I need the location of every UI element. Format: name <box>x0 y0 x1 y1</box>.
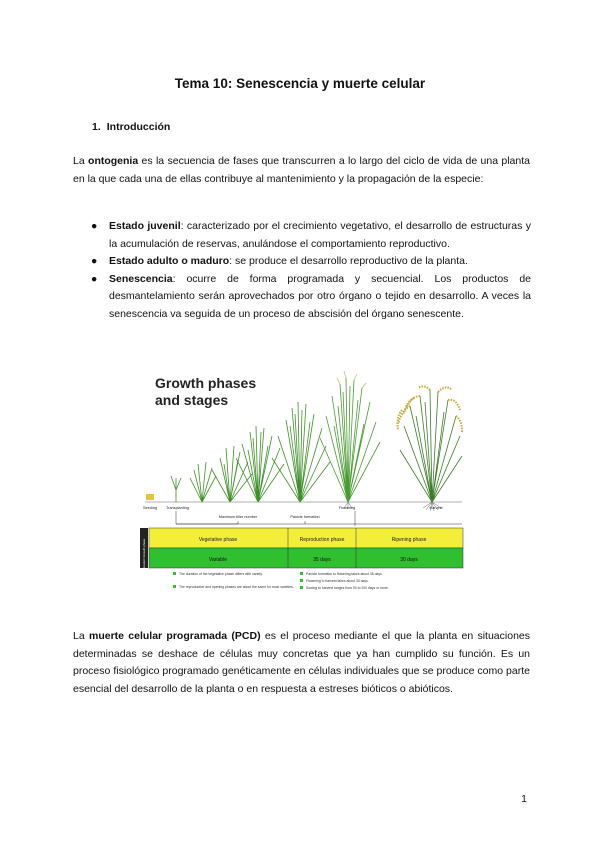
bullet-term: Senescencia <box>109 272 173 285</box>
phase-ripening: Ripening phase <box>391 537 427 543</box>
list-item <box>91 271 531 324</box>
stage-label-max-tiller: Maximum tiller number <box>218 515 258 519</box>
stage-label-seeding: Seeding <box>143 506 157 510</box>
bullet-icon: ● <box>91 272 98 285</box>
section-number: 1. <box>92 121 101 133</box>
duration-vegetative: Variable <box>209 557 227 563</box>
note-left-1: The duration of the vegetative phase differs with variety. <box>179 572 263 576</box>
stage-label-panicle: Panicle formation <box>290 515 320 519</box>
pcd-pre: La <box>73 630 89 642</box>
page-number: 1 <box>521 793 527 805</box>
bullet-text: : ocurre de forma programada y secuencial. Los productos de desmantelamiento serán aprovechados por otro órgano o tejido en desarrollo. A veces la senescencia va seguida de un proceso de abscisión del órgano senescente. <box>109 272 531 320</box>
max-tiller-plant-icon <box>236 426 284 502</box>
bullet-text: : caracterizado por el crecimiento vegetativo, el desarrollo de estructuras y la acumulación de reservas, anulándose el comportamiento reproductivo. <box>109 220 531 250</box>
phase-reproduction: Reproduction phase <box>299 537 345 543</box>
intro-post: es la secuencia de fases que transcurren a lo largo del ciclo de vida de una planta en la que cada una de ellas contribuye al mantenimiento y la propagación de la especie: <box>73 155 530 185</box>
list-item <box>91 218 531 253</box>
young-plant-icon <box>190 462 216 502</box>
phase-vegetative: Vegetative phase <box>198 537 238 543</box>
row-label-duration: Duration <box>142 558 146 570</box>
roots-icon <box>344 502 441 511</box>
stage-label-flowering: Flowering <box>338 506 356 510</box>
flowering-plant-icon <box>320 371 380 502</box>
bullet-term: Estado adulto o maduro <box>109 255 230 267</box>
intro-paragraph <box>73 153 530 188</box>
note-left-2: The reproductive and ripening phases are about the same for most varieties. <box>179 585 294 589</box>
row-label-growth: Growth phase <box>142 538 146 558</box>
seedling-plant-icon <box>171 476 181 502</box>
duration-reproduction: 35 days <box>313 557 331 563</box>
note-right-2: Flowering to harvest takes about 30 days. <box>306 579 369 583</box>
list-item <box>91 253 531 271</box>
page-title: Tema 10: Senescencia y muerte celular <box>174 76 426 91</box>
intro-term: ontogenia <box>88 155 139 167</box>
duration-ripening: 30 days <box>400 557 418 563</box>
bullet-text: : se produce el desarrollo reproductivo de la planta. <box>229 255 468 267</box>
tillering-plant-icon <box>212 446 252 502</box>
stage-label-transplanting: Transplanting <box>166 506 189 510</box>
bullet-icon: ● <box>91 255 98 267</box>
note-right-3: Sowing to harvest ranges from 90 to 200 days or more. <box>306 586 389 590</box>
harvest-plant-icon <box>398 386 463 502</box>
pcd-post: es el proceso mediante el que la planta en situaciones determinadas se deshace de células muy concretas que ya han cumplido su función. Es un proceso fisiológico programado genéticamente en células individuales que se produce como parte esencial del desarrollo de la planta o en respuesta a estreses bióticos o abióticos. <box>73 630 530 695</box>
pcd-paragraph <box>73 628 530 698</box>
figure-heading-1: Growth phases <box>155 375 257 391</box>
stage-label-harvest: Harvest <box>429 506 443 510</box>
growth-phases-figure <box>140 366 465 608</box>
bullet-icon: ● <box>91 220 98 232</box>
seed-icon <box>146 494 154 500</box>
bullet-term: Estado juvenil <box>109 220 181 232</box>
figure-heading-2: and stages <box>155 392 229 408</box>
intro-pre: La <box>73 155 89 167</box>
note-right-1: Panicle formation to flowering takes about 35 days <box>306 572 382 576</box>
stage-list <box>91 218 531 323</box>
section-heading <box>92 121 176 133</box>
pcd-term: muerte celular programada (PCD) <box>88 630 261 642</box>
section-label: Introducción <box>106 121 171 133</box>
panicle-plant-icon <box>272 402 330 502</box>
